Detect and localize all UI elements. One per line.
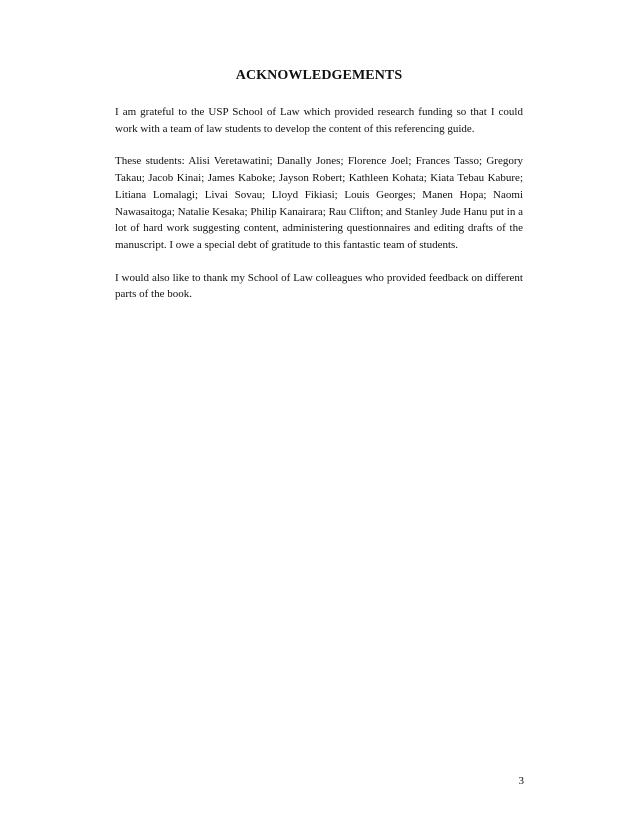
body-text xyxy=(115,104,523,319)
paragraph-colleagues: I would also like to thank my School of Law colleagues who provided feedback on different parts of the book. xyxy=(115,271,523,301)
paragraph-students: These students: Alisi Veretawatini; Danally Jones; Florence Joel; Frances Tasso; Gregory Takau; Jacob Kinai; James Kaboke; Jayson Robert; Kathleen Kohata; Kiata Tebau Kabure; Litiana Lomalagi; Livai Sovau; Lloyd Fikiasi; Louis Georges; Manen Hopa; Naomi Nawasaitoga; Natalie Kesaka; Philip Kanairara; Rau Clifton; and Stanley Jude Hanu put in a lot of hard work suggesting content, administering questionnaires and editing drafts of the manuscript. I owe a special debt of gratitude to this fantastic team of students. xyxy=(115,155,523,251)
page-title: ACKNOWLEDGEMENTS xyxy=(235,68,403,83)
page-number: 3 xyxy=(518,775,524,787)
paragraph-funding: I am grateful to the USP School of Law which provided research funding so that I could work with a team of law students to develop the content of this referencing guide. xyxy=(115,106,523,135)
